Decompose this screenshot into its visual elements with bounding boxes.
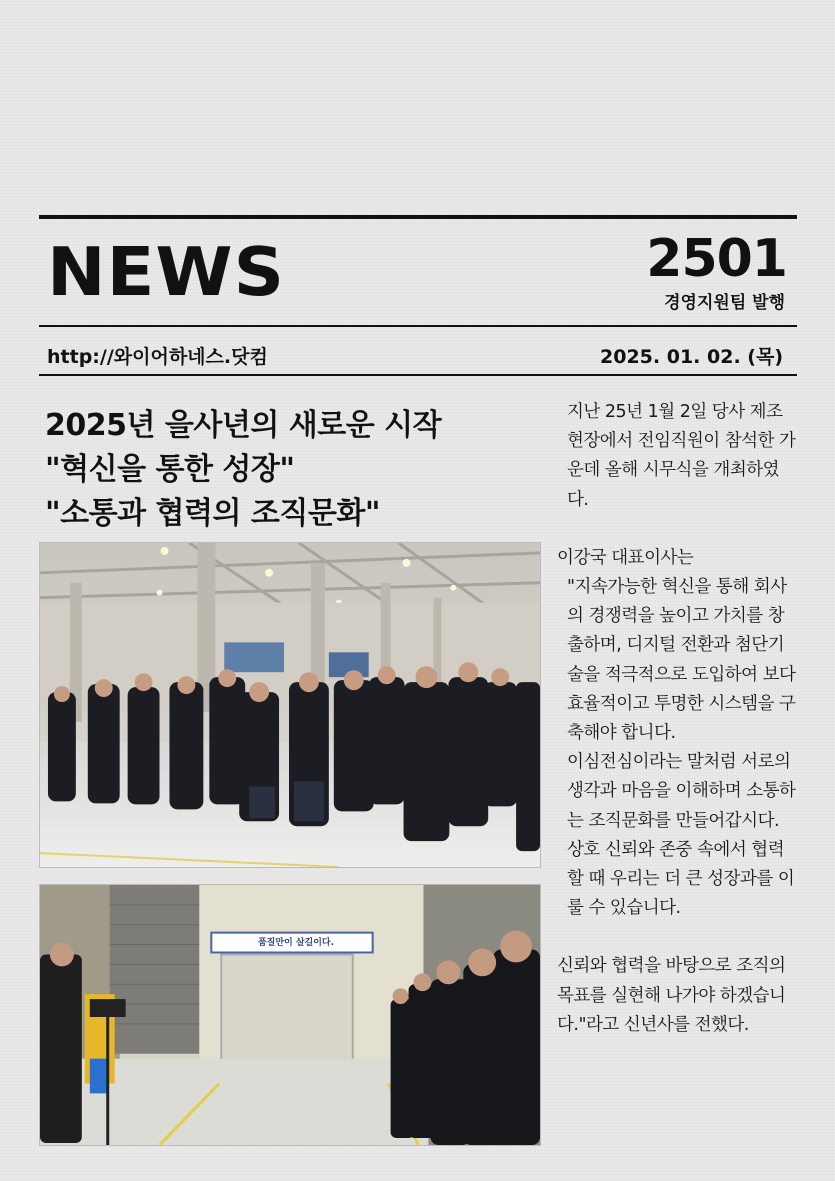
article-body [557, 398, 797, 1040]
headline-line-1: 2025년 을사년의 새로운 시작 [45, 408, 442, 443]
article-paragraph: 신뢰와 협력을 바탕으로 조직의 목표를 실현해 나가야 하겠습니다."라고 신년사를 전했다. [557, 956, 786, 1035]
headline [45, 404, 545, 536]
paragraph-gap [557, 923, 797, 952]
issue-number: 2501 [646, 229, 787, 289]
middle-rule [39, 325, 797, 327]
ceremony-photo-speech [39, 884, 541, 1146]
masthead-title: NEWS [47, 233, 286, 311]
article-paragraph: 이심전심이라는 말처럼 서로의 생각과 마음을 이해하며 소통하는 조직문화를 만들어갑시다. 상호 신뢰와 존중 속에서 협력할 때 우리는 더 큰 성장과를 이룰 수 있습니다. [567, 752, 796, 919]
quality-slogan-sign: 품질만이 살길이다. [257, 938, 335, 948]
article-paragraph: "지속가능한 혁신을 통해 회사의 경쟁력을 높이고 가치를 창출하며, 디지털 전환과 첨단기술을 적극적으로 도입하여 보다 효율적이고 투명한 시스템을 구축해야 합니다. [567, 577, 796, 744]
paragraph-gap [557, 515, 797, 544]
headline-line-2: "혁신을 통한 성장" [45, 452, 295, 487]
article-paragraph: 지난 25년 1월 2일 당사 제조현장에서 전임직원이 참석한 가운데 올해 시무식을 개최하였다. [567, 402, 796, 510]
publisher: 경영지원팀 발행 [664, 293, 785, 313]
top-rule [39, 215, 797, 219]
bottom-rule [39, 374, 797, 376]
publish-date: 2025. 01. 02. (목) [600, 346, 783, 368]
site-url[interactable]: http://와이어하네스.닷컴 [47, 346, 268, 368]
headline-line-3: "소통과 협력의 조직문화" [45, 496, 380, 531]
article-paragraph: 이강국 대표이사는 [557, 547, 694, 568]
ceremony-photo-warehouse [39, 542, 541, 868]
